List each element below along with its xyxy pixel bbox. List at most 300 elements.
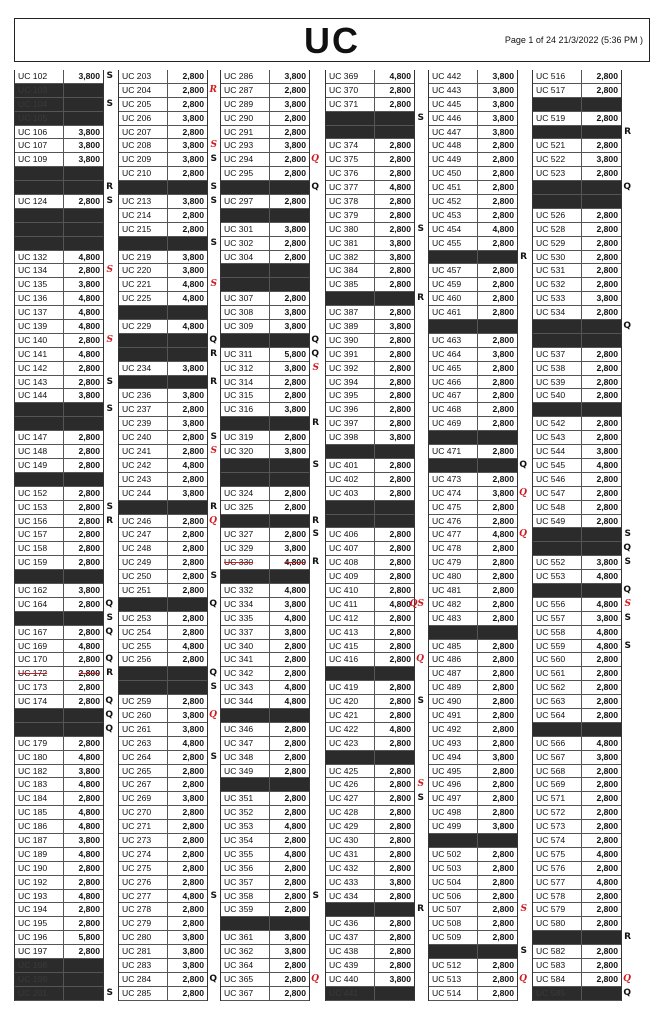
unit-amount: 2,800	[284, 890, 306, 901]
table-row	[429, 167, 517, 181]
unit-amount	[64, 98, 103, 111]
unit-amount: 2,800	[182, 446, 204, 457]
unit-amount: 2,800	[284, 876, 306, 887]
unit-amount: 2,800	[492, 473, 514, 484]
unit-id: UC 364	[221, 959, 270, 972]
unit-amount	[582, 181, 621, 194]
unit-id: UC 390	[326, 334, 375, 347]
unit-amount: 2,800	[182, 765, 204, 776]
unit-amount	[168, 598, 207, 611]
unit-id: UC 279	[119, 917, 168, 930]
unit-amount: 2,800	[492, 848, 514, 859]
unit-id	[326, 126, 375, 139]
unit-id	[119, 598, 168, 611]
table-row	[326, 376, 414, 390]
unit-amount: 2,800	[284, 793, 306, 804]
table-row	[119, 403, 207, 417]
unit-amount: 3,800	[492, 112, 514, 123]
unit-amount: 4,800	[182, 640, 204, 651]
table-row	[533, 806, 621, 820]
table-row	[326, 695, 424, 709]
unit-amount	[270, 473, 309, 486]
table-row	[15, 251, 103, 265]
unit-amount: 2,800	[182, 821, 204, 832]
status-mark: Q	[519, 973, 527, 984]
unit-id: UC 439	[326, 959, 375, 972]
unit-id: UC 381	[326, 237, 375, 250]
unit-id: UC 229	[119, 320, 168, 333]
unit-amount: 2,800	[596, 668, 618, 679]
unit-id: UC 244	[119, 487, 168, 500]
table-row	[533, 515, 621, 529]
table-row	[15, 834, 103, 848]
unit-amount: 2,800	[596, 390, 618, 401]
table-row	[221, 792, 309, 806]
unit-id: UC 546	[533, 473, 582, 486]
table-row	[119, 389, 207, 403]
table-row	[15, 848, 103, 862]
table-row	[533, 681, 621, 695]
unit-column	[428, 70, 527, 1001]
table-row	[533, 167, 621, 181]
unit-id: UC 448	[429, 139, 478, 152]
table-row	[429, 278, 517, 292]
table-row	[221, 653, 309, 667]
table-row	[533, 251, 621, 265]
unit-id: UC 447	[429, 126, 478, 139]
table-row	[119, 945, 207, 959]
unit-id: UC 503	[429, 862, 478, 875]
table-row	[221, 556, 319, 570]
unit-id	[221, 917, 270, 930]
unit-id	[429, 626, 478, 639]
unit-amount: 2,800	[389, 918, 411, 929]
unit-amount: 2,800	[284, 640, 306, 651]
unit-id	[221, 334, 270, 347]
unit-id: UC 332	[221, 584, 270, 597]
unit-id: UC 451	[429, 181, 478, 194]
unit-id: UC 234	[119, 362, 168, 375]
status-mark: S	[624, 640, 631, 651]
unit-id: UC 286	[221, 70, 270, 83]
unit-column	[118, 70, 217, 1001]
table-row	[533, 445, 621, 459]
unit-amount: 2,800	[284, 668, 306, 679]
unit-id: UC 409	[326, 570, 375, 583]
unit-id: UC 370	[326, 84, 375, 97]
table-row	[221, 931, 309, 945]
unit-amount: 2,800	[492, 584, 514, 595]
unit-amount: 2,800	[78, 529, 100, 540]
unit-id: UC 556	[533, 598, 582, 611]
redacted-row	[119, 306, 207, 320]
table-row	[119, 820, 207, 834]
table-row	[429, 306, 517, 320]
unit-id: UC 563	[533, 695, 582, 708]
unit-id: UC 347	[221, 737, 270, 750]
unit-id: UC 384	[326, 264, 375, 277]
unit-id	[533, 195, 582, 208]
table-row	[533, 862, 621, 876]
unit-id: UC 528	[533, 223, 582, 236]
unit-id: UC 437	[326, 931, 375, 944]
unit-amount: 2,800	[389, 612, 411, 623]
table-row	[15, 139, 103, 153]
redacted-row	[119, 598, 217, 612]
unit-id: UC 560	[533, 653, 582, 666]
table-row	[533, 139, 621, 153]
unit-id: UC 540	[533, 389, 582, 402]
table-row	[221, 765, 309, 779]
table-row	[221, 112, 309, 126]
unit-id: UC 158	[15, 542, 64, 555]
unit-id: UC 246	[119, 515, 168, 528]
unit-id: UC 325	[221, 501, 270, 514]
table-row	[326, 417, 414, 431]
table-row	[533, 556, 631, 570]
unit-id	[221, 778, 270, 791]
unit-id: UC 568	[533, 765, 582, 778]
unit-amount: 4,800	[182, 279, 204, 290]
unit-amount: 2,800	[492, 779, 514, 790]
redacted-row	[326, 515, 414, 529]
unit-id	[221, 417, 270, 430]
unit-amount: 3,800	[284, 598, 306, 609]
unit-id: UC 483	[429, 612, 478, 625]
table-row	[221, 306, 309, 320]
unit-id: UC 369	[326, 70, 375, 83]
unit-amount: 2,800	[492, 265, 514, 276]
unit-amount: 3,800	[182, 946, 204, 957]
table-row	[326, 612, 414, 626]
table-row	[429, 139, 517, 153]
table-row	[326, 890, 414, 904]
table-row	[15, 348, 103, 362]
unit-amount: 2,800	[78, 334, 100, 345]
unit-id: UC 271	[119, 820, 168, 833]
table-row	[221, 139, 309, 153]
unit-id: UC 209	[119, 153, 168, 166]
unit-amount: 3,800	[78, 126, 100, 137]
unit-id: UC 285	[119, 987, 168, 1000]
unit-id: UC 324	[221, 487, 270, 500]
unit-id	[221, 459, 270, 472]
unit-id	[326, 501, 375, 514]
unit-id: UC 571	[533, 792, 582, 805]
redacted-row	[119, 334, 217, 348]
status-mark: Q	[623, 543, 631, 554]
table-row	[119, 695, 207, 709]
unit-id: UC 274	[119, 848, 168, 861]
unit-id: UC 422	[326, 723, 375, 736]
table-row	[533, 667, 621, 681]
table-row	[15, 501, 113, 515]
redacted-row	[15, 167, 103, 181]
unit-id: UC 479	[429, 556, 478, 569]
table-row	[15, 681, 103, 695]
unit-id: UC 582	[533, 945, 582, 958]
table-row	[326, 556, 414, 570]
unit-amount: 2,800	[182, 834, 204, 845]
unit-amount: 2,800	[389, 196, 411, 207]
unit-id: UC 277	[119, 890, 168, 903]
unit-amount	[168, 376, 207, 389]
table-row	[326, 320, 414, 334]
unit-id: UC 463	[429, 334, 478, 347]
unit-amount	[168, 501, 207, 514]
table-row	[326, 653, 424, 667]
unit-id	[221, 209, 270, 222]
redacted-row	[15, 403, 113, 417]
unit-id: UC 401	[326, 459, 375, 472]
unit-amount: 2,800	[596, 140, 618, 151]
unit-id: UC 513	[429, 973, 478, 986]
table-row	[221, 84, 309, 98]
redacted-row	[326, 751, 414, 765]
unit-id	[429, 459, 478, 472]
table-row	[533, 389, 621, 403]
unit-id: UC 284	[119, 973, 168, 986]
table-row	[15, 820, 103, 834]
redacted-row	[429, 320, 517, 334]
unit-id	[326, 445, 375, 458]
table-row	[429, 223, 517, 237]
table-row	[119, 431, 217, 445]
unit-id: UC 319	[221, 431, 270, 444]
table-row	[429, 570, 517, 584]
unit-amount: 2,800	[596, 348, 618, 359]
unit-id: UC 473	[429, 473, 478, 486]
unit-id: UC 412	[326, 612, 375, 625]
table-row	[15, 765, 103, 779]
unit-amount: 3,800	[78, 834, 100, 845]
unit-id: UC 398	[326, 431, 375, 444]
redacted-row	[15, 723, 113, 737]
table-row	[326, 431, 414, 445]
table-row	[429, 209, 517, 223]
unit-id: UC 413	[326, 626, 375, 639]
unit-amount: 2,800	[389, 626, 411, 637]
unit-id: UC 567	[533, 751, 582, 764]
unit-id: UC 137	[15, 306, 64, 319]
table-row	[533, 917, 621, 931]
unit-id: UC 206	[119, 112, 168, 125]
redacted-row	[326, 903, 424, 917]
unit-id: UC 389	[326, 320, 375, 333]
unit-amount: 4,800	[78, 251, 100, 262]
unit-id: UC 446	[429, 112, 478, 125]
table-row	[533, 778, 621, 792]
unit-id: UC 534	[533, 306, 582, 319]
unit-amount: 2,800	[596, 418, 618, 429]
unit-amount: 2,800	[284, 154, 306, 165]
unit-id: UC 210	[119, 167, 168, 180]
table-row	[119, 751, 217, 765]
table-row	[119, 584, 207, 598]
unit-id	[533, 723, 582, 736]
table-row	[119, 528, 207, 542]
unit-id: UC 431	[326, 848, 375, 861]
unit-amount	[375, 903, 414, 916]
unit-amount: 4,800	[182, 737, 204, 748]
unit-id: UC 454	[429, 223, 478, 236]
unit-amount	[270, 709, 309, 722]
redacted-row	[533, 931, 631, 945]
table-row	[533, 945, 621, 959]
status-mark: R	[312, 515, 319, 526]
table-row	[533, 959, 621, 973]
unit-id: UC 434	[326, 890, 375, 903]
table-row	[429, 751, 517, 765]
unit-id: UC 538	[533, 362, 582, 375]
status-mark: S	[210, 140, 217, 151]
unit-id	[15, 209, 64, 222]
table-row	[221, 640, 309, 654]
unit-amount: 2,800	[389, 696, 411, 707]
unit-id: UC 220	[119, 264, 168, 277]
unit-amount: 2,800	[596, 237, 618, 248]
table-row	[221, 903, 309, 917]
unit-amount: 2,800	[389, 946, 411, 957]
unit-id: UC 141	[15, 348, 64, 361]
unit-amount: 2,800	[78, 432, 100, 443]
redacted-row	[533, 987, 631, 1001]
table-row	[533, 237, 621, 251]
table-row	[221, 681, 309, 695]
unit-amount: 3,800	[389, 973, 411, 984]
unit-id	[221, 278, 270, 291]
unit-amount: 4,800	[596, 598, 618, 609]
unit-id: UC 251	[119, 584, 168, 597]
redacted-row	[326, 445, 414, 459]
unit-id: UC 264	[119, 751, 168, 764]
table-row	[429, 515, 517, 529]
unit-id: UC 240	[119, 431, 168, 444]
table-row	[15, 945, 103, 959]
table-row	[221, 167, 309, 181]
unit-amount	[64, 959, 103, 972]
table-row	[119, 487, 207, 501]
unit-amount: 2,800	[284, 487, 306, 498]
unit-amount: 2,800	[596, 84, 618, 95]
unit-amount: 3,800	[182, 960, 204, 970]
unit-id: UC 522	[533, 153, 582, 166]
unit-id: UC 490	[429, 695, 478, 708]
unit-id: UC 236	[119, 389, 168, 402]
table-row	[326, 153, 414, 167]
unit-id	[533, 584, 582, 597]
unit-amount: 2,800	[284, 501, 306, 512]
table-row	[15, 515, 113, 529]
unit-id	[119, 667, 168, 680]
unit-amount: 2,800	[284, 765, 306, 776]
table-row	[533, 473, 621, 487]
unit-amount: 2,800	[596, 904, 618, 915]
unit-amount: 2,800	[596, 862, 618, 873]
unit-id	[119, 681, 168, 694]
table-row	[326, 528, 414, 542]
unit-id	[15, 723, 64, 736]
unit-amount: 3,800	[78, 584, 100, 595]
unit-amount: 2,800	[182, 904, 204, 915]
unit-id: UC 247	[119, 528, 168, 541]
unit-id: UC 269	[119, 792, 168, 805]
table-row	[119, 987, 207, 1001]
status-mark: R	[520, 251, 527, 262]
unit-amount	[478, 431, 517, 444]
unit-id: UC 273	[119, 834, 168, 847]
table-row	[326, 973, 414, 987]
table-row	[326, 334, 414, 348]
table-row	[533, 626, 621, 640]
status-mark: Q	[623, 584, 631, 595]
status-mark: S	[106, 501, 113, 512]
unit-id: UC 425	[326, 765, 375, 778]
table-row	[326, 459, 414, 473]
table-row	[119, 320, 207, 334]
unit-id: UC 104	[15, 98, 64, 111]
redacted-row	[326, 501, 414, 515]
unit-id: UC 471	[429, 445, 478, 458]
unit-id: UC 572	[533, 806, 582, 819]
table-row	[326, 98, 414, 112]
table-row	[429, 445, 517, 459]
unit-id: UC 521	[533, 139, 582, 152]
table-row	[119, 167, 207, 181]
table-row	[429, 709, 517, 723]
unit-id: UC 508	[429, 917, 478, 930]
unit-id: UC 557	[533, 612, 582, 625]
unit-amount: 2,800	[78, 862, 100, 873]
table-row	[119, 653, 207, 667]
redacted-row	[15, 959, 103, 973]
unit-amount: 2,800	[389, 793, 411, 804]
table-row	[119, 973, 217, 987]
unit-amount	[64, 112, 103, 125]
unit-amount	[64, 987, 103, 1000]
redacted-row	[221, 459, 319, 473]
status-mark: Q	[105, 723, 113, 734]
unit-id: UC 283	[119, 959, 168, 972]
unit-id: UC 459	[429, 278, 478, 291]
redacted-row	[15, 223, 103, 237]
unit-id	[221, 515, 270, 528]
unit-amount: 2,800	[284, 862, 306, 873]
unit-id: UC 144	[15, 389, 64, 402]
table-row	[15, 862, 103, 876]
unit-amount: 2,800	[492, 293, 514, 304]
unit-amount: 3,800	[389, 876, 411, 887]
redacted-row	[221, 264, 309, 278]
table-row	[326, 403, 414, 417]
table-row	[15, 584, 103, 598]
table-row	[429, 653, 517, 667]
unit-id: UC 380	[326, 223, 375, 236]
unit-id: UC 573	[533, 820, 582, 833]
unit-id: UC 267	[119, 778, 168, 791]
unit-amount: 2,800	[389, 404, 411, 415]
table-row	[326, 570, 414, 584]
table-row	[429, 153, 517, 167]
unit-amount: 3,800	[492, 126, 514, 137]
unit-id: UC 327	[221, 528, 270, 541]
status-mark: Q	[209, 709, 217, 720]
table-row	[221, 70, 309, 84]
unit-amount: 2,800	[492, 515, 514, 526]
unit-amount	[478, 834, 517, 847]
unit-id: UC 566	[533, 737, 582, 750]
table-row	[221, 528, 319, 542]
